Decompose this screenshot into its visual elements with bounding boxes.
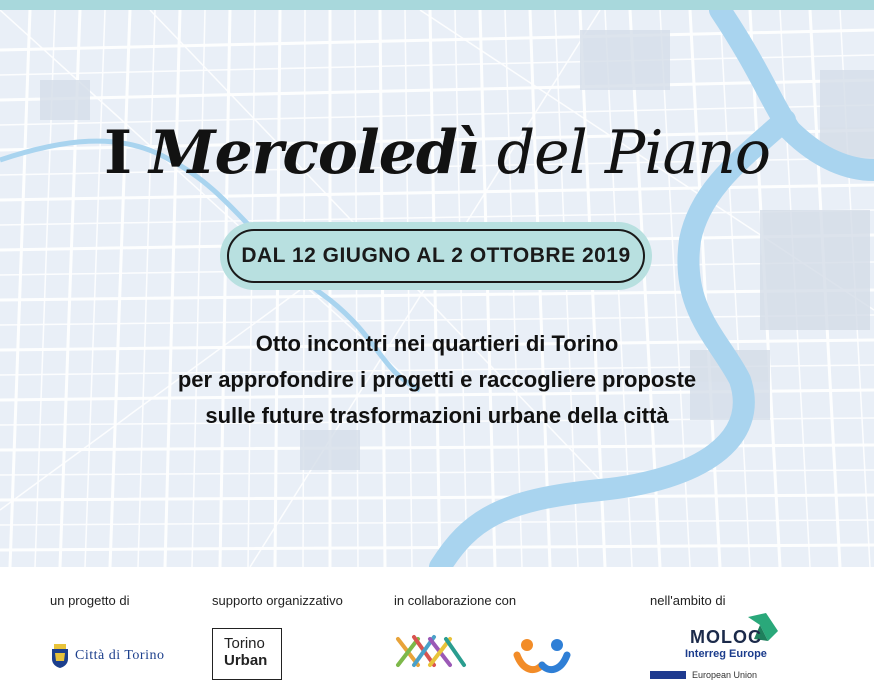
title-part-1: I bbox=[104, 118, 132, 188]
date-range-badge bbox=[220, 222, 652, 290]
description-line-2: per approfondire i progetti e raccogliere proposte bbox=[177, 367, 697, 392]
citta-di-torino-text: Città di Torino bbox=[75, 648, 165, 663]
moloc-text: MOLOC bbox=[690, 627, 762, 647]
urban-line-2: Urban bbox=[224, 652, 268, 669]
label-context: nell'ambito di bbox=[650, 593, 726, 608]
top-accent-bar bbox=[0, 0, 874, 10]
collaboration-logo-lattice-icon bbox=[394, 629, 468, 675]
eu-flag-icon bbox=[650, 671, 686, 679]
moloc-subtext: Interreg Europe bbox=[685, 648, 767, 660]
torino-urban-lab-logo bbox=[212, 628, 282, 680]
citta-di-torino-logo bbox=[50, 643, 164, 669]
eu-text: European Union bbox=[692, 670, 758, 680]
poster-title bbox=[0, 118, 874, 188]
label-project: un progetto di bbox=[50, 593, 130, 608]
label-support: supporto organizzativo bbox=[212, 593, 343, 608]
urban-line-1: Torino bbox=[224, 635, 265, 652]
poster-description bbox=[60, 326, 814, 434]
crest-icon bbox=[50, 643, 70, 669]
collaboration-logo-people-icon bbox=[513, 635, 571, 675]
credits-footer bbox=[0, 567, 874, 680]
title-part-3: del Piano bbox=[496, 118, 770, 188]
description-line-1: Otto incontri nei quartieri di Torino bbox=[255, 331, 619, 356]
label-collab: in collaborazione con bbox=[394, 593, 517, 608]
moloc-logo bbox=[650, 613, 790, 680]
description-line-3: sulle future trasformazioni urbane della città bbox=[205, 403, 669, 428]
date-range-text: DAL 12 GIUGNO AL 2 OTTOBRE 2019 bbox=[227, 229, 645, 283]
title-part-2: Mercoledì bbox=[149, 118, 479, 188]
